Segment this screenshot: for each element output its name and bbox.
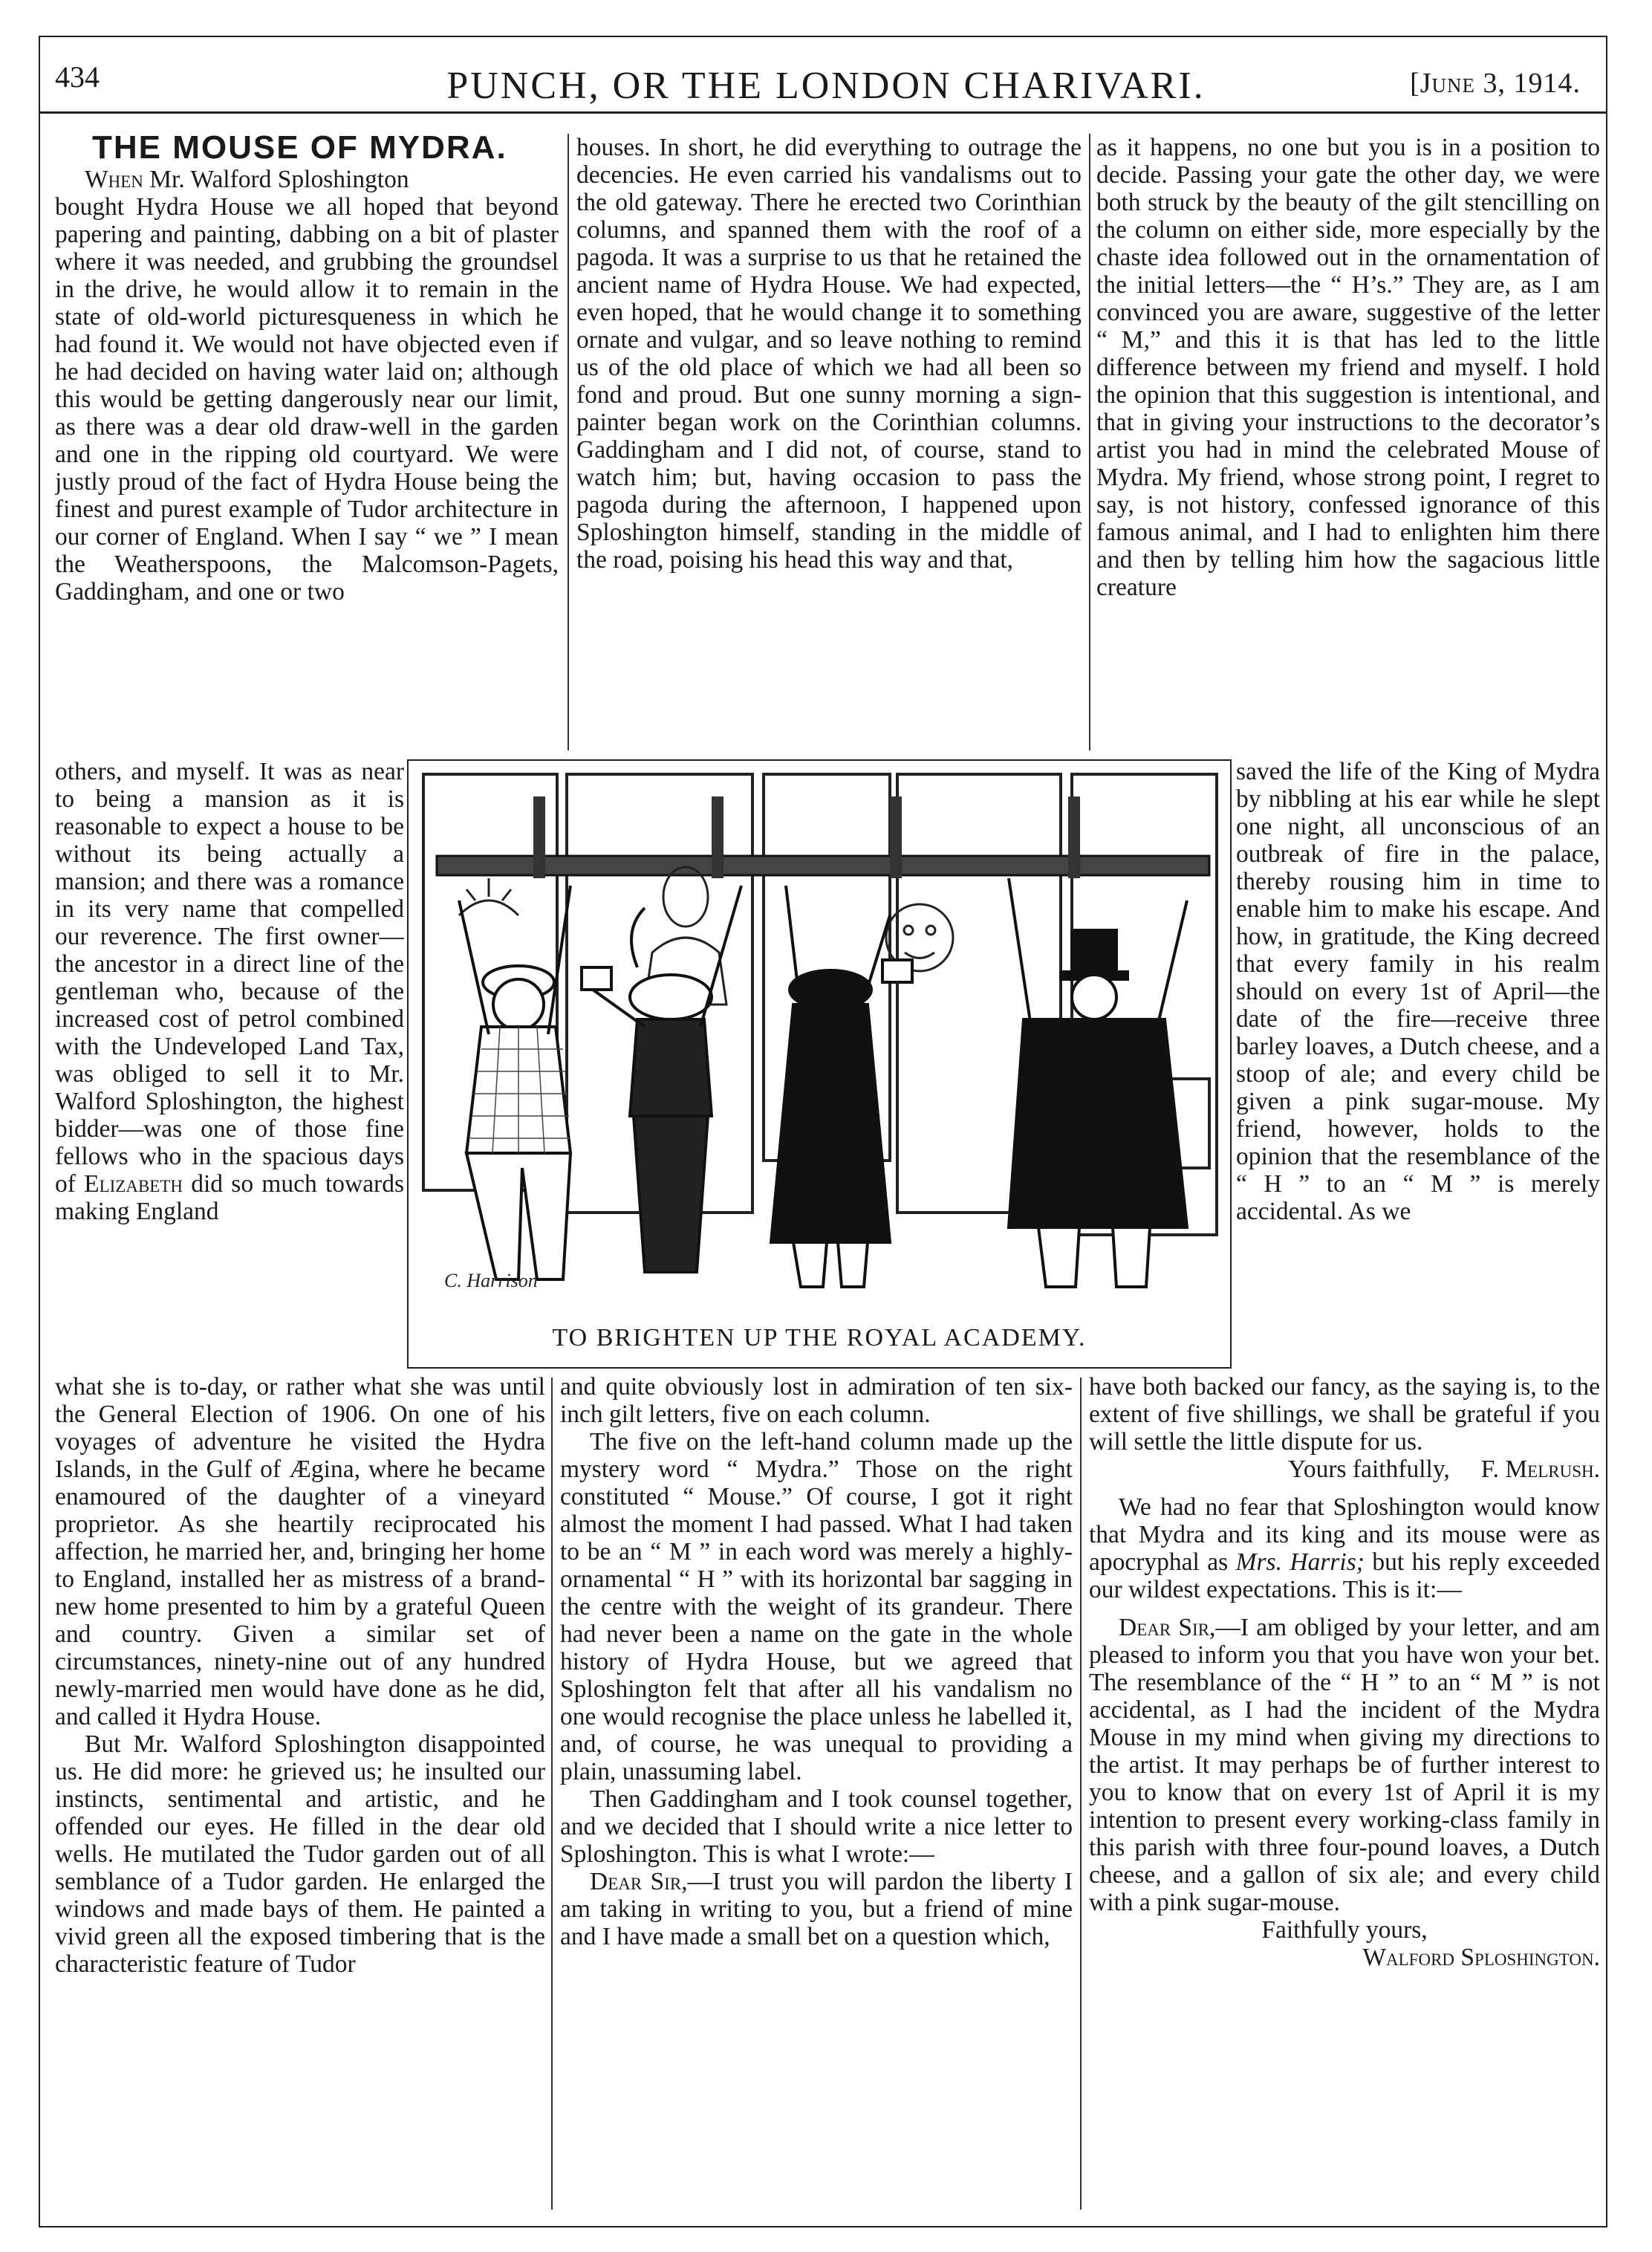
column-2-bottom xyxy=(560,1373,1073,2213)
closing-signature: Walford Sploshington. xyxy=(1362,1944,1600,1971)
column-1-wrap xyxy=(55,758,404,1369)
opening-word: When xyxy=(85,166,143,193)
cartoon-illustration xyxy=(407,759,1232,1369)
col2-paragraph: houses. In short, he did everything to outrage the decencies. He even carried his vandalisms out to the old gateway. There he erected two Corinthian columns, and spanned them with the roof of a pagoda. It was a surprise to us that he retained the ancient name of Hydra House. We had expected, even hoped, that he would change it to something ornate and vulgar, and so leave nothing to remind us of the old place of which we had all been so fond and proud. But one sunny morning a sign-painter began work on the Corinthian columns. Gaddingham and I did not, of course, stand to watch him; but, having occasion to pass the pagoda during the afternoon, I happened upon Sploshington himself, standing in the middle of the road, poising his head this way and that, xyxy=(576,134,1082,574)
col1-paragraph: bought Hydra House we all hoped that beyond papering and painting, dabbing on a bit of plaster where it was needed, and grubbing the groundsel in the drive, he would allow it to remain in the state of old-world picturesqueness in which he had found it. We would not have objected even if he had decided on having water laid on; although this would be getting dangerously near our limit, as there was a dear old draw-well in the garden and one in the ripping old courtyard. We were justly proud of the fact of Hydra House being the finest and purest example of Tudor architecture in our corner of England. When I say “ we ” I mean the Weatherspoons, the Malcomson-Pagets, Gaddingham, and one or two xyxy=(55,193,559,606)
column-1-bottom xyxy=(55,1373,545,2213)
sign1-lead: Yours faithfully, xyxy=(1288,1456,1450,1483)
col1-wrap-text: others, and myself. It was as near to being a mansion as it is reasonable to expect a house to be without its being actually a mansion; and there was a romance in its very name that compelled our reverence. The first owner—the ancestor in a direct line of the gentleman who, because of the increased cost of petrol combined with the Undeveloped Land Tax, was obliged to sell it to Mr. Walford Sploshington, the highest bidder—was one of those fine fellows who in the spacious days of xyxy=(55,758,404,1198)
rail-bracket xyxy=(1068,796,1080,878)
letter-body-2: —I am obliged by your letter, and am pleased to inform you that you have won your bet. The resemblance of the “ H ” to an “ M ” is not accidental, as I had the incident of the Mydra Mouse in my mind when giving my directions to the artist. It may perhaps be of further interest to you to know that on every 1st of April it is my intention to present every working-class family in this parish with three four-pound loaves, a Dutch cheese, and a gallon of six ale; and every child with a pink sugar-mouse. xyxy=(1089,1614,1600,1916)
letter-body-1: —I trust you will pardon the liberty I am taking in writing to you, but a friend of mine and I have made a small bet on a question which, xyxy=(560,1868,1073,1950)
column-2-top xyxy=(576,134,1082,759)
figure-check-suit xyxy=(459,886,570,1279)
mrs-harris: Mrs. Harris; xyxy=(1235,1548,1365,1576)
header-rule xyxy=(39,111,1607,114)
col3-paragraph: as it happens, no one but you is in a position to decide. Passing your gate the other day, we were both struck by the beauty of the gilt stencilling on the column on either side, more especially by the chaste idea followed out in the ornamentation of the initial letters—the “ H’s.” They are, as I am convinced you are aware, suggestive of the letter “ M,” and this it is that has led to the little difference between my friend and myself. I hold the opinion that this suggestion is intentional, and that in giving your instructions to the decorator’s artist you had in mind the celebrated Mouse of Mydra. My friend, whose strong point, I regret to say, is not history, confessed ignorance of this famous animal, and I had to enlighten him there and then by telling him how the sagacious little creature xyxy=(1096,134,1600,601)
elizabeth-word: Elizabeth xyxy=(84,1170,183,1198)
article-title: THE MOUSE OF MYDRA. xyxy=(92,134,507,166)
rail-bracket xyxy=(890,796,902,878)
closing-line: Faithfully yours, xyxy=(1261,1916,1428,1944)
letter-salutation-1: Dear Sir, xyxy=(590,1868,688,1895)
artist-signature: C. Harrison xyxy=(444,1270,538,1291)
cartoon-caption: TO BRIGHTEN UP THE ROYAL ACADEMY. xyxy=(552,1324,1087,1351)
sunrise-picture xyxy=(459,878,518,915)
column-rule-4 xyxy=(1080,1378,1082,2210)
col2-bottom-p1: and quite obviously lost in admiration of ten six-inch gilt letters, five on each column. xyxy=(560,1373,1073,1428)
col2-bottom-p3: Then Gaddingham and I took counsel together, and we decided that I should write a nice letter to Sploshington. This is what I wrote:— xyxy=(560,1785,1073,1868)
cartoon-drawing xyxy=(414,767,1227,1320)
col1-wrap-end: did so much towards making England xyxy=(55,1170,404,1225)
col1-bottom-p1: what she is to-day, or rather what she was until the General Election of 1906. On one of his voyages of adventure he visited the Hydra Islands, in the Gulf of Ægina, where he became enamoured of the daughter of a vineyard proprietor. As she heartily reciprocated his affection, he married her, and, bringing her home to England, installed her as mistress of a brand-new home presented to him by a grateful Queen and country. Given a similar set of circumstances, ninety-nine out of any hundred newly-married men would have done as he did, and called it Hydra House. xyxy=(55,1373,545,1730)
rail-bracket xyxy=(712,796,723,878)
column-1-top xyxy=(55,134,559,759)
col3-bottom-p2-end: but his reply exceeded our wildest expectations. This is it:— xyxy=(1089,1548,1600,1603)
letter-salutation-2: Dear Sir, xyxy=(1119,1614,1216,1641)
col3-bottom-p2: We had no fear that Sploshington would know that Mydra and its king and its mouse were as apocryphal as xyxy=(1089,1493,1600,1576)
column-rule-2 xyxy=(1089,134,1090,750)
column-rule-1 xyxy=(568,134,569,750)
column-3-wrap xyxy=(1236,758,1600,1369)
col2-bottom-p2: The five on the left-hand column made up the mystery word “ Mydra.” Those on the right constituted “ Mouse.” Of course, I got it right almost the moment I had passed. What I had taken to be an “ M ” in each word was merely a highly-ornamental “ H ” with its horizontal bar sagging in the centre with the weight of its grandeur. There had never been a name on the gate in the whole history of Hydra House, but we agreed that Sploshington felt that after all his vandalism no one would recognise the place unless he labelled it, and, of course, he was unequal to providing a plain, unassuming label. xyxy=(560,1428,1073,1785)
picture-rail xyxy=(437,856,1209,875)
page-number: 434 xyxy=(55,60,100,94)
masthead: PUNCH, OR THE LONDON CHARIVARI. xyxy=(446,65,1206,107)
rail-bracket xyxy=(533,796,545,878)
col1-bottom-p2: But Mr. Walford Sploshington disappointed us. He did more: he grieved us; he insulted our instincts, sentimental and artistic, and he offended our eyes. He filled in the dear old wells. He mutilated the Tudor garden out of all semblance of a Tudor garden. He enlarged the windows and made bays of them. He painted a vivid green all the exposed timbering that is the characteristic feature of Tudor xyxy=(55,1730,545,1978)
column-rule-3 xyxy=(551,1378,553,2210)
col3-bottom-p1: have both backed our fancy, as the saying is, to the extent of five shillings, we shall be grateful if you will settle the little dispute for us. xyxy=(1089,1373,1600,1456)
column-3-bottom xyxy=(1089,1373,1600,2213)
col3-wrap-text: saved the life of the King of Mydra by nibbling at his ear while he slept one night, all unconscious of an outbreak of fire in the palace, thereby rousing him in time to enable him to make his escape. And how, in gratitude, the King decreed that every family in his realm should on every 1st of April—the date of the fire—receive three barley loaves, a Dutch cheese, and a stoop of ale; and every child be given a pink sugar-mouse. My friend, however, holds to the opinion that the resemblance of the “ H ” to an “ M ” is merely accidental. As we xyxy=(1236,758,1600,1225)
figure-top-hat xyxy=(1009,878,1187,1287)
column-3-top xyxy=(1096,134,1600,759)
sign1-name: F. Melrush. xyxy=(1480,1456,1600,1483)
opening-rest: Mr. Walford Sploshington xyxy=(143,166,409,193)
issue-date: [June 3, 1914. xyxy=(1410,68,1581,99)
